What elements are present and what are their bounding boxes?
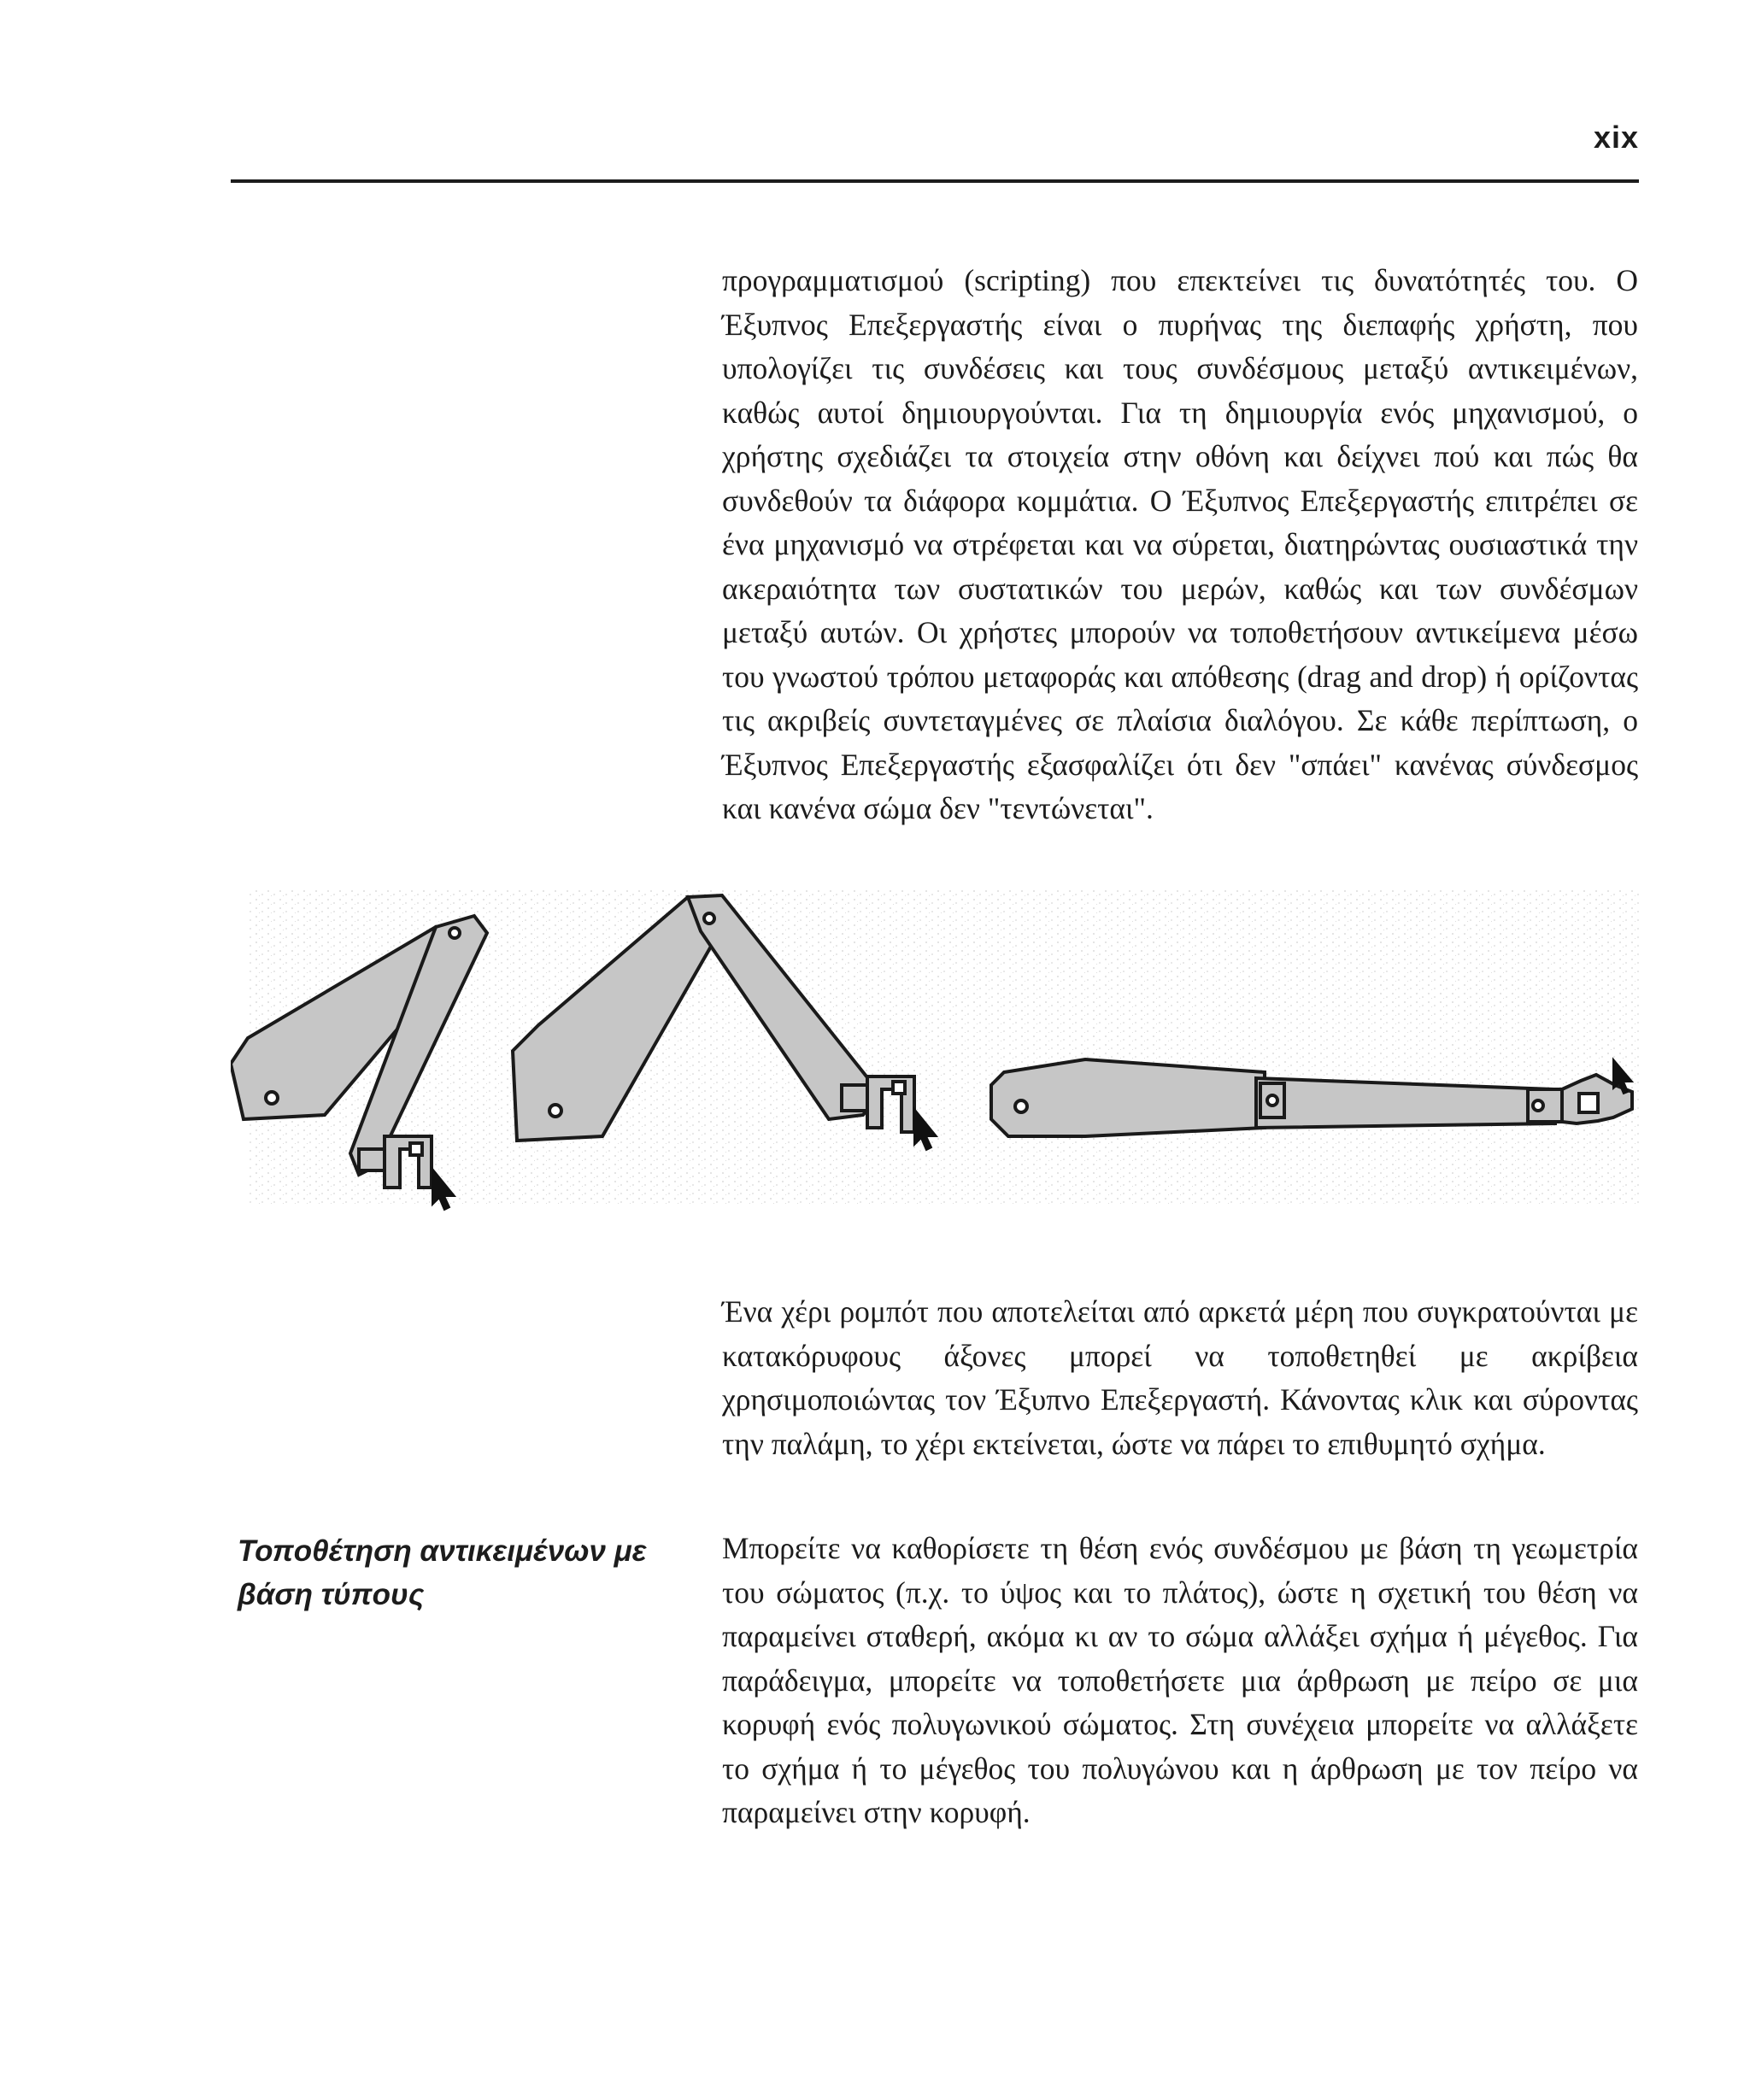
robot-arm-illustration (231, 880, 1641, 1222)
page-number: xix (1593, 120, 1639, 155)
header-rule (231, 179, 1639, 183)
robot-arm-figure (231, 880, 1641, 1222)
figure-caption-paragraph: Ένα χέρι ρομπότ που αποτελείται από αρκετά μέρη που συγκρατούνται με κατακόρυφους άξονες μπορεί να τοποθετηθεί με ακρίβεια χρησιμοποιώντας τον Έξυπνο Επεξεργαστή. Κάνοντας κλικ και σύροντας την παλάμη, το χέρι εκτείνεται, ώστε να πάρει το επιθυμητό σχήμα. (722, 1294, 1638, 1461)
side-heading: Τοποθέτηση αντικειμένων με βάση τύπους (238, 1534, 647, 1611)
body-paragraph-intro: προγραμματισμού (scripting) που επεκτείνει τις δυνατότητές του. Ο Έξυπνος Επεξεργαστής είναι ο πυρήνας της διεπαφής χρήστη, που υπολογίζει τις συνδέσεις και τους συνδέσμους μεταξύ αντικειμένων, καθώς αυτοί δημιουργούνται. Για τη δημιουργία ενός μηχανισμού, ο χρήστης σχεδιάζει τα στοιχεία στην οθόνη και δείχνει πού και πώς θα συνδεθούν τα διάφορα κομμάτια. Ο Έξυπνος Επεξεργαστής επιτρέπει σε ένα μηχανισμό να στρέφεται και να σύρεται, διατηρώντας ουσιαστικά την ακεραιότητα των συστατικών του μερών, καθώς και των συνδέσμων μεταξύ αυτών. Οι χρήστες μπορούν να τοποθετήσουν αντικείμενα μέσω του γνωστού τρόπου μεταφοράς και απόθεσης (drag and drop) ή ορίζοντας τις ακριβείς συντεταγμένες σε πλαίσια διαλόγου. Σε κάθε περίπτωση, ο Έξυπνος Επεξεργαστής εξασφαλίζει ότι δεν "σπάει" κανένας σύνδεσμος και κανένα σώμα δεν "τεντώνεται". (722, 263, 1638, 825)
body-paragraph-formula-placement: Μπορείτε να καθορίσετε τη θέση ενός συνδέσμου με βάση τη γεωμετρία του σώματος (π.χ. το ύψος και το πλάτος), ώστε η σχετική του θέση να παραμείνει σταθερή, ακόμα κι αν το σώμα αλλάξει σχήμα ή μέγεθος. Για παράδειγμα, μπορείτε να τοποθετήσετε μια άρθρωση με πείρο σε μια κορυφή ενός πολυγωνικού σώματος. Στη συνέχεια μπορείτε να αλλάξετε το σχήμα ή το μέγεθος του πολυγώνου και η άρθρωση με τον πείρο να παραμείνει στην κορυφή. (722, 1531, 1638, 1829)
